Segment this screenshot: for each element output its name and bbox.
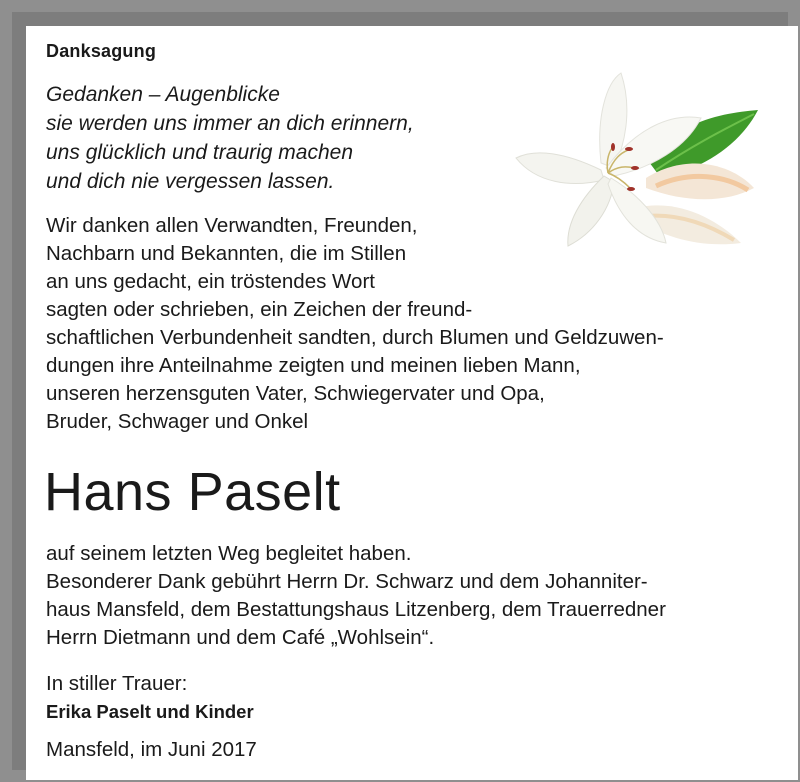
poem-line: Gedanken – Augenblicke: [46, 83, 280, 106]
closing-paragraph: [46, 540, 666, 652]
mourning-label: In stiller Trauer:: [46, 672, 188, 695]
family-signature: Erika Paselt und Kinder: [46, 701, 254, 722]
text-line: auf seinem letzten Weg begleitet haben.: [46, 542, 412, 565]
text-line: schaftlichen Verbundenheit sandten, durch Blumen und Geldzuwen-: [46, 326, 664, 349]
poem-line: und dich nie vergessen lassen.: [46, 170, 335, 193]
deceased-name: Hans Paselt: [44, 462, 341, 522]
thanks-paragraph: [46, 212, 664, 436]
notice-heading: Danksagung: [46, 41, 157, 61]
text-line: unseren herzensguten Vater, Schwiegervater und Opa,: [46, 382, 545, 405]
text-line: sagten oder schrieben, ein Zeichen der freund-: [46, 298, 473, 321]
place-date: Mansfeld, im Juni 2017: [46, 738, 257, 761]
poem: [46, 80, 414, 196]
text-line: dungen ihre Anteilnahme zeigten und meinen lieben Mann,: [46, 354, 581, 377]
text-line: Nachbarn und Bekannten, die im Stillen: [46, 242, 407, 265]
text-line: Bruder, Schwager und Onkel: [46, 410, 309, 433]
text-line: Besonderer Dank gebührt Herrn Dr. Schwarz und dem Johanniter-: [46, 570, 648, 593]
mourning-block: [46, 670, 254, 726]
poem-line: uns glücklich und traurig machen: [46, 141, 354, 164]
text-line: Herrn Dietmann und dem Café „Wohlsein“.: [46, 626, 435, 649]
obituary-card: [26, 26, 798, 780]
text-line: haus Mansfeld, dem Bestattungshaus Litzenberg, dem Trauerredner: [46, 598, 666, 621]
text-line: Wir danken allen Verwandten, Freunden,: [46, 214, 418, 237]
text-line: an uns gedacht, ein tröstendes Wort: [46, 270, 375, 293]
poem-line: sie werden uns immer an dich erinnern,: [46, 112, 414, 135]
